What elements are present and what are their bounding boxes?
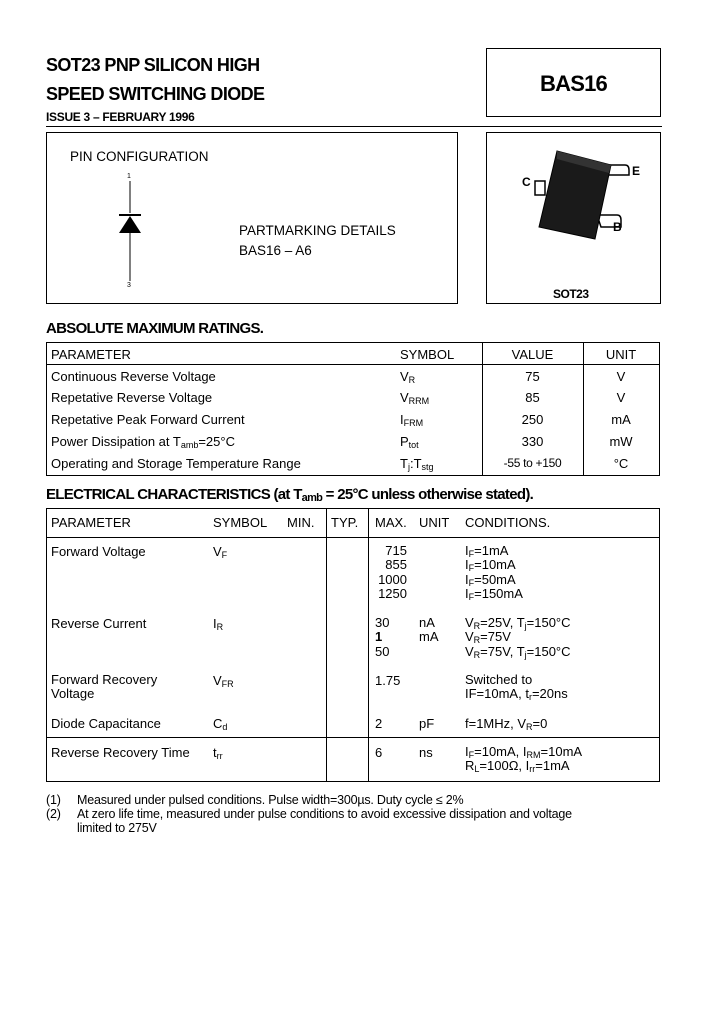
unit: mA <box>611 412 631 427</box>
symbol: $T_j:T_{stg}$ <box>400 456 434 472</box>
footnote-1-num: (1) <box>46 793 61 807</box>
pin-c-label: C <box>522 175 531 189</box>
pin-b-label: B <box>613 220 622 234</box>
unit: pF <box>419 716 435 731</box>
elec-header-unit: UNIT <box>419 515 450 530</box>
abs-header-parameter: PARAMETER <box>51 347 131 362</box>
unit: V <box>616 390 626 405</box>
param: Forward Recovery Voltage <box>51 672 158 702</box>
symbol: $t_{rr}$ <box>213 745 223 761</box>
elec-header-conditions: CONDITIONS. <box>465 515 551 530</box>
symbol: $I_R$ <box>213 616 224 632</box>
param: Reverse Current <box>51 616 147 631</box>
part-number: BAS16 <box>540 71 607 96</box>
param: Diode Capacitance <box>51 716 161 731</box>
footnote-2-text-cont: limited to 275V <box>77 821 157 835</box>
header-rule <box>46 126 662 127</box>
title-line-2: SPEED SWITCHING DIODE <box>46 84 265 104</box>
abs-max-table <box>46 342 660 476</box>
param: Repetative Peak Forward Current <box>51 412 245 427</box>
unit: V <box>616 369 626 384</box>
abs-header-value: VALUE <box>511 347 554 362</box>
value: -55 to +150 <box>503 456 562 470</box>
value: 75 <box>525 369 540 384</box>
elec-heading: ELECTRICAL CHARACTERISTICS (at $T_{amb} = 25^\circ C$ unless otherwise stated). <box>46 486 534 504</box>
param: Continuous Reverse Voltage <box>51 369 216 384</box>
conditions: $I_F=1mA$ $I_F=10mA$ $I_F=50mA$ $I_F=150mA$ <box>465 543 523 603</box>
package-name: SOT23 <box>553 287 589 301</box>
pin-e-label: E <box>632 164 641 178</box>
pin-config-heading: PIN CONFIGURATION <box>70 149 209 164</box>
footnote-2-num: (2) <box>46 807 61 821</box>
elec-header-typ: TYP. <box>331 515 359 530</box>
param: Reverse Recovery Time <box>51 745 190 760</box>
param: Forward Voltage <box>51 544 146 559</box>
max-value: 2 <box>375 716 383 731</box>
conditions: $I_F=10mA$, $I_{RM}=10mA$ $R_L=100\Omega$, $I_{rr}=1mA$ <box>465 744 583 775</box>
elec-table <box>46 508 660 782</box>
issue-date: ISSUE 3 – FEBRUARY 1996 <box>46 110 195 124</box>
abs-max-heading: ABSOLUTE MAXIMUM RATINGS. <box>46 320 264 337</box>
unit: mW <box>609 434 633 449</box>
value: 250 <box>521 412 544 427</box>
value: 330 <box>521 434 544 449</box>
symbol: $V_R$ <box>400 369 416 385</box>
sot23-package-icon <box>517 143 647 263</box>
symbol: $V_{RRM}$ <box>400 390 430 406</box>
abs-header-symbol: SYMBOL <box>400 347 455 362</box>
footnote-1-text: Measured under pulsed conditions. Pulse width=300µs. Duty cycle ≤ 2% <box>77 793 464 807</box>
param: Repetative Reverse Voltage <box>51 390 213 405</box>
value: 85 <box>525 390 540 405</box>
units: nA mA <box>419 615 439 645</box>
elec-header-min: MIN. <box>287 515 315 530</box>
max-values: 30 1 50 <box>375 615 390 659</box>
pin-1-label: 1 <box>127 173 131 180</box>
partmarking-heading: PARTMARKING DETAILS <box>239 223 396 238</box>
max-value: 1.75 <box>375 673 401 688</box>
elec-header-symbol: SYMBOL <box>213 515 268 530</box>
footnote-2-text: At zero life time, measured under pulse conditions to avoid excessive dissipation and voltage <box>77 807 572 821</box>
conditions: $V_R=25V$, $T_j=150^\circ C$ $V_R=75V$ $V_R=75V$, $T_j=150^\circ C$ <box>465 615 571 660</box>
partmarking-value: BAS16 – A6 <box>239 243 312 258</box>
elec-header-parameter: PARAMETER <box>51 515 131 530</box>
unit: ns <box>419 745 433 760</box>
abs-header-unit: UNIT <box>605 347 637 362</box>
symbol: $C_d$ <box>213 716 228 732</box>
symbol: $V_{FR}$ <box>213 673 234 689</box>
conditions: Switched to IF=10mA, $t_r=20ns$ <box>465 672 568 703</box>
symbol: $P_{tot}$ <box>400 434 419 450</box>
pin-3-label: 3 <box>127 282 131 289</box>
pin-config-box <box>46 132 458 304</box>
title-line-1: SOT23 PNP SILICON HIGH <box>46 55 260 75</box>
max-values: 715 855 1000 1250 <box>378 543 407 602</box>
param: Operating and Storage Temperature Range <box>51 456 301 471</box>
package-box <box>486 132 661 304</box>
symbol: $I_{FRM}$ <box>400 412 424 428</box>
unit: °C <box>613 456 629 471</box>
symbol: $V_F$ <box>213 544 228 560</box>
part-number-box <box>486 48 661 117</box>
diode-symbol <box>117 181 143 285</box>
conditions: f=1MHz, $V_R=0$ <box>465 716 548 732</box>
max-value: 6 <box>375 745 383 760</box>
param: Power Dissipation at $T_{amb}=25^\circ C$ <box>51 434 235 450</box>
elec-header-max: MAX. <box>375 515 407 530</box>
